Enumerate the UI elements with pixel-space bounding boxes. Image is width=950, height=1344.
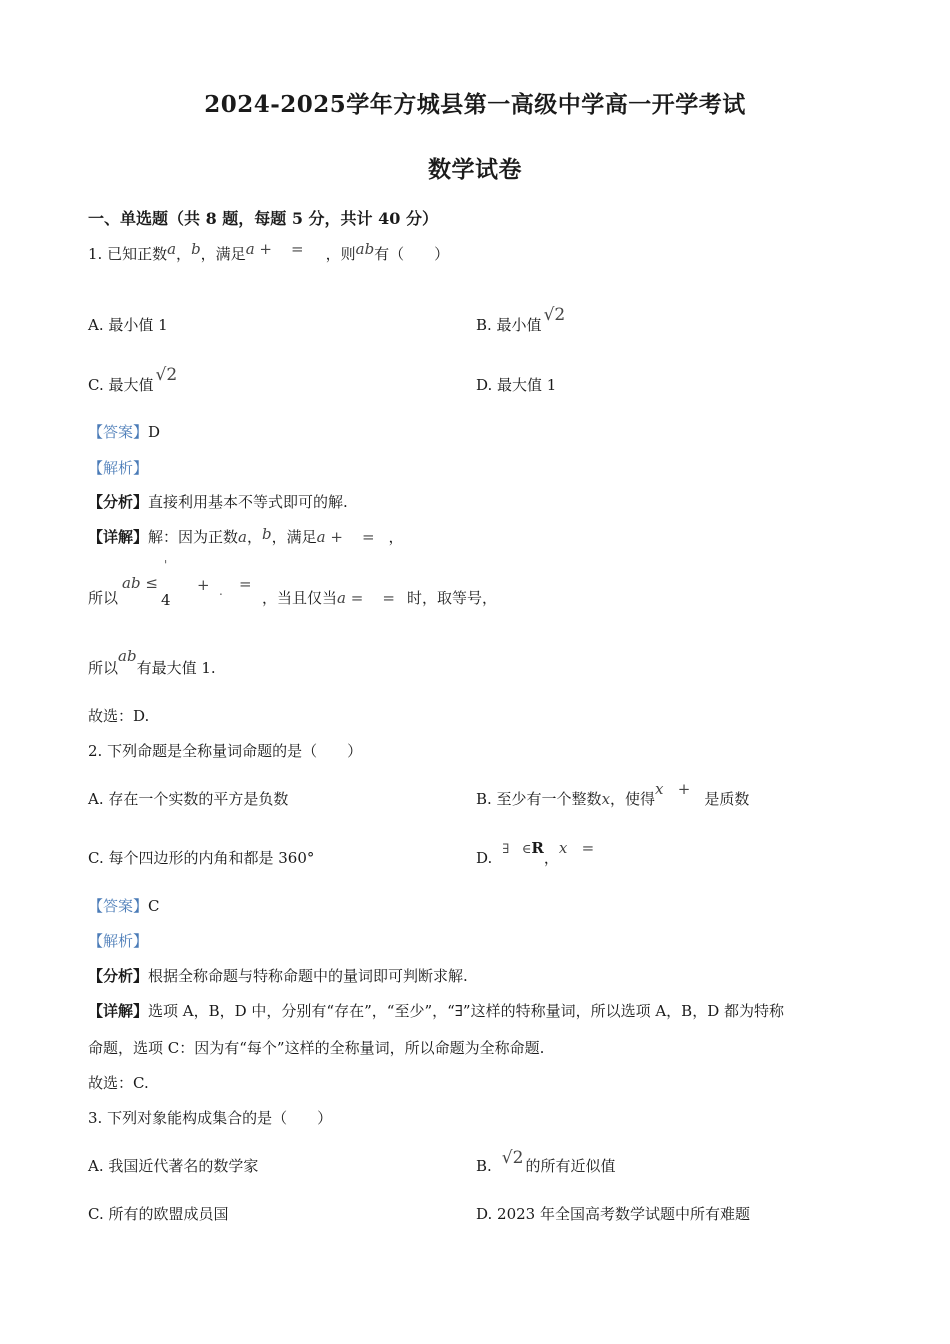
q1-xj-comma: ， (246, 528, 262, 546)
fenxi-tag: 【分析】 (88, 967, 149, 985)
q1-stem-mid: ，满足 (200, 245, 246, 263)
q2-answer-value: C (148, 897, 160, 915)
q1-option-a: A. 最小值 1 (88, 316, 168, 334)
q3-option-c: C. 所有的欧盟成员国 (88, 1205, 229, 1223)
q1-xj-var-b: b (262, 525, 272, 543)
page-subtitle: 数学试卷 (428, 156, 522, 183)
q2-answer (88, 896, 160, 916)
q2-option-b-x: x (601, 790, 611, 808)
q1-derivation-dot: . (219, 584, 223, 598)
sqrt2-expression: √2 (501, 1148, 524, 1168)
q2-fenxi (88, 966, 468, 986)
section-heading-single-choice: 一、单选题（共 8 题，每题 5 分，共计 40 分） (88, 209, 438, 228)
q1-max-ab: ab (118, 647, 137, 665)
q1-derivation-plus: + (197, 576, 210, 594)
q1-var-b: b (191, 240, 201, 258)
q2-option-d-comma: ， (543, 849, 559, 867)
answer-tag: 【答案】 (88, 423, 149, 441)
q2-option-a: A. 存在一个实数的平方是负数 (88, 790, 289, 808)
q2-xiangjie-line2: 命题，选项 C：因为有“每个”这样的全称量词，所以命题为全称命题. (88, 1039, 545, 1057)
q1-derivation-ab-le: ab ≤ (122, 574, 158, 592)
q2-option-b-mid: ，使得 (610, 790, 656, 808)
q2-option-c: C. 每个四边形的内角和都是 360° (88, 849, 315, 867)
q2-conclusion: 故选：C. (88, 1074, 149, 1092)
question-1-stem (88, 240, 450, 264)
q1-xj-condition: a + = (316, 528, 375, 546)
q1-xiangjie (88, 527, 404, 547)
q3-option-b-label: B. (476, 1157, 492, 1175)
q2-option-d-exists: ∃ ∈ (502, 842, 532, 857)
q1-max-pre: 所以 (88, 659, 119, 677)
q1-option-b-label: B. 最小值 (476, 316, 542, 334)
q1-derivation-post: 时，取等号， (406, 589, 497, 607)
q1-xj-text-1: 解：因为正数 (148, 528, 239, 546)
q3-option-b (476, 1148, 616, 1176)
q2-xiangjie-line1 (88, 1001, 784, 1021)
q2-fenxi-text: 根据全称命题与特称命题中的量词即可判断求解. (148, 967, 468, 985)
q2-option-d-label: D. (476, 849, 493, 867)
xiangjie-tag: 【详解】 (88, 1002, 149, 1020)
answer-tag: 【答案】 (88, 897, 149, 915)
q2-option-b-pre: B. 至少有一个整数 (476, 790, 602, 808)
q3-option-d: D. 2023 年全国高考数学试题中所有难题 (476, 1205, 750, 1223)
q2-option-d-R: R (531, 839, 544, 857)
q1-var-a: a (167, 240, 177, 258)
q1-xj-var-a: a (238, 528, 247, 546)
q1-xj-text-2: ，满足 (271, 528, 317, 546)
q2-option-b-expr: x + (655, 780, 691, 798)
q1-derivation-cond: a = = (337, 589, 395, 607)
q1-derivation-denominator: 4 (161, 591, 171, 609)
q2-option-d-expr: x = (558, 839, 595, 857)
q1-analysis-tag: 【解析】 (88, 459, 149, 477)
q1-option-c (88, 365, 178, 395)
q1-answer-value: D (148, 423, 161, 441)
q1-derivation-prefix: 所以 (88, 589, 119, 607)
page-title: 2024-2025学年方城县第一高级中学高一开学考试 (204, 91, 746, 118)
q1-max-line (88, 647, 216, 678)
q1-stem-then: ，则 (325, 245, 356, 263)
sqrt2-expression: √2 (543, 305, 566, 325)
q1-fenxi (88, 492, 348, 512)
fenxi-tag: 【分析】 (88, 493, 149, 511)
q2-analysis-tag: 【解析】 (88, 932, 149, 950)
q2-xj-line1: 选项 A，B，D 中，分别有“存在”，“至少”，“∃”这样的特称量词，所以选项 A，B，D 都为特称 (148, 1002, 785, 1020)
q1-xj-text-3: ， (388, 528, 404, 546)
q1-comma: ， (176, 245, 192, 263)
q1-condition: a + = (245, 240, 304, 258)
q2-option-b (476, 780, 750, 809)
question-3-stem: 3. 下列对象能构成集合的是（ ） (88, 1109, 333, 1127)
q1-var-ab: ab (355, 240, 375, 258)
q1-conclusion: 故选：D. (88, 707, 150, 725)
q1-max-post: 有最大值 1. (136, 659, 216, 677)
q1-stem-post: 有（ ） (374, 245, 450, 263)
q1-derivation-tick: ' (164, 558, 168, 572)
q1-derivation-equals: = (239, 575, 252, 593)
q3-option-b-text: 的所有近似值 (525, 1157, 616, 1175)
xiangjie-tag: 【详解】 (88, 528, 149, 546)
q1-stem-pre: 1. 已知正数 (88, 245, 168, 263)
q1-derivation-rest (262, 588, 497, 608)
q1-option-d: D. 最大值 1 (476, 376, 557, 394)
q1-answer (88, 422, 160, 442)
q1-option-b (476, 305, 566, 335)
q1-derivation-mid: ，当且仅当 (262, 589, 338, 607)
question-2-stem: 2. 下列命题是全称量词命题的是（ ） (88, 742, 363, 760)
q3-option-a: A. 我国近代著名的数学家 (88, 1157, 259, 1175)
sqrt2-expression: √2 (155, 365, 178, 385)
q1-fenxi-text: 直接利用基本不等式即可的解. (148, 493, 348, 511)
q1-option-c-label: C. 最大值 (88, 376, 154, 394)
q2-option-b-post: 是质数 (704, 790, 750, 808)
q2-option-d (476, 839, 595, 870)
